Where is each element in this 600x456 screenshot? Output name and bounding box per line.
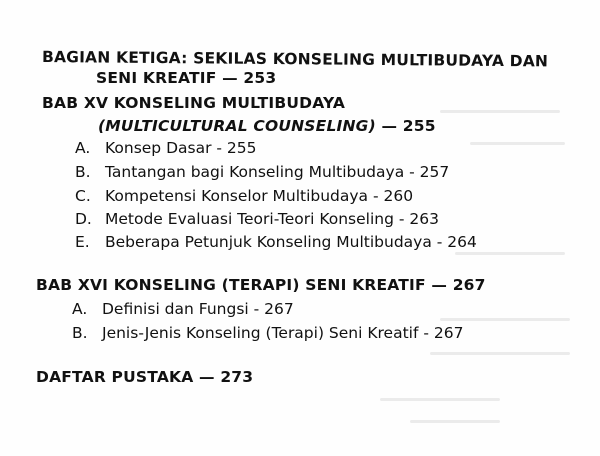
toc-entry [75, 233, 477, 251]
bleed-through-mark [440, 318, 570, 321]
entry-text: Konsep Dasar - 255 [105, 139, 257, 157]
toc-entry [72, 300, 294, 318]
chapter-heading: BAB XV KONSELING MULTIBUDAYA [42, 94, 346, 112]
entry-letter: A. [72, 300, 88, 318]
entry-text: Tantangan bagi Konseling Multibudaya - 257 [105, 163, 450, 181]
entry-text: Kompetensi Konselor Multibudaya - 260 [105, 187, 414, 205]
part-heading: BAGIAN KETIGA: SEKILAS KONSELING MULTIBUDAYA DAN [41, 48, 549, 71]
bleed-through-mark [380, 398, 500, 401]
part-heading-continued: SENI KREATIF — 253 [96, 69, 277, 87]
entry-text: Definisi dan Fungsi - 267 [102, 300, 294, 318]
entry-letter: C. [75, 187, 91, 205]
entry-text: Metode Evaluasi Teori-Teori Konseling - 263 [105, 210, 439, 228]
chapter-heading-continued [98, 117, 436, 135]
entry-letter: E. [75, 233, 90, 251]
bleed-through-mark [430, 352, 570, 355]
entry-text: Beberapa Petunjuk Konseling Multibudaya - 264 [105, 233, 477, 251]
chapter-heading: BAB XVI KONSELING (TERAPI) SENI KREATIF — 267 [36, 276, 486, 294]
bleed-through-mark [470, 142, 565, 145]
bleed-through-mark [440, 110, 560, 113]
chapter-page-number: — 255 [375, 117, 436, 135]
entry-letter: D. [75, 210, 92, 228]
toc-entry [75, 139, 257, 157]
bleed-through-mark [410, 420, 500, 423]
toc-entry [72, 324, 463, 342]
toc-entry [75, 187, 413, 205]
toc-entry [75, 210, 439, 228]
toc-entry [75, 163, 449, 181]
entry-letter: A. [75, 139, 91, 157]
entry-letter: B. [75, 163, 91, 181]
entry-letter: B. [72, 324, 88, 342]
entry-text: Jenis-Jenis Konseling (Terapi) Seni Kreatif - 267 [102, 324, 464, 342]
bleed-through-mark [455, 252, 565, 255]
chapter-subtitle: (MULTICULTURAL COUNSELING) [98, 117, 376, 135]
bibliography-heading: DAFTAR PUSTAKA — 273 [36, 368, 254, 386]
